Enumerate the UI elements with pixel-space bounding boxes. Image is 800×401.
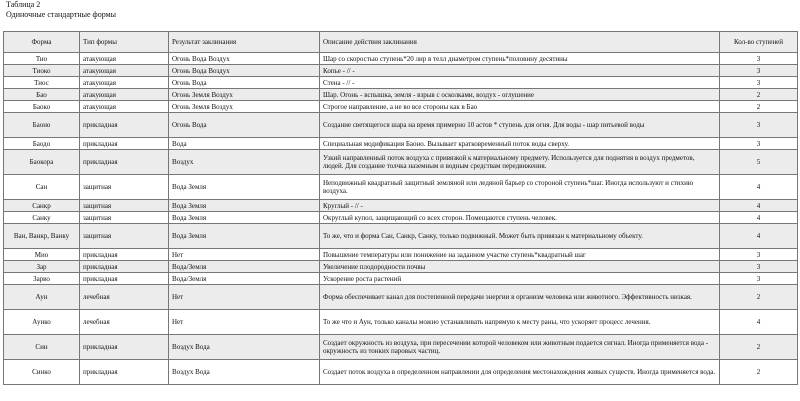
cell-description: Круглый - // - (320, 200, 720, 212)
cell-type: атакующая (80, 101, 169, 113)
cell-type: атакующая (80, 89, 169, 101)
cell-count: 3 (720, 261, 798, 273)
cell-result: Огонь Вода Воздух (169, 65, 320, 77)
cell-count: 3 (720, 65, 798, 77)
cell-description: Создает поток воздуха в определенном направлении для определения местонахождения живых существ. Иногда применяется вода. (320, 360, 720, 385)
table-caption (6, 0, 116, 19)
table-row (4, 53, 798, 65)
cell-count: 2 (720, 101, 798, 113)
cell-description: Копье - // - (320, 65, 720, 77)
cell-form: Баодо (4, 138, 80, 150)
header-form: Форма (4, 32, 80, 53)
cell-form: Тиос (4, 77, 80, 89)
cell-form: Ауико (4, 310, 80, 335)
cell-form: Син (4, 335, 80, 360)
cell-form: Тиоко (4, 65, 80, 77)
table-row (4, 138, 798, 150)
caption-title: Таблица 2 (6, 0, 41, 9)
table-row (4, 273, 798, 285)
cell-description: Округлый купол, защищающий со всех сторон. Помещаются ступень человек. (320, 212, 720, 224)
cell-description: Создает окружность из воздуха, при пересечении которой человеком или животным подается сигнал. Иногда применяется вода - окружность из тонких паровых частиц. (320, 335, 720, 360)
cell-form: Баоно (4, 113, 80, 138)
cell-type: прикладная (80, 273, 169, 285)
cell-result: Вода/Земля (169, 261, 320, 273)
cell-form: Сан (4, 175, 80, 200)
table-body (4, 53, 798, 385)
cell-count: 5 (720, 150, 798, 175)
cell-description: Шар. Огонь - вспышка, земля - взрыв с осколками, воздух - оглушение (320, 89, 720, 101)
header-result: Результат заклинания (169, 32, 320, 53)
cell-count: 4 (720, 175, 798, 200)
cell-type: защитная (80, 212, 169, 224)
cell-result: Воздух Вода (169, 335, 320, 360)
table-row (4, 200, 798, 212)
table-row (4, 261, 798, 273)
cell-result: Вода/Земля (169, 273, 320, 285)
cell-type: прикладная (80, 138, 169, 150)
cell-count: 4 (720, 200, 798, 212)
header-count: Кол-во ступеней (720, 32, 798, 53)
cell-type: защитная (80, 200, 169, 212)
header-type: Тип формы (80, 32, 169, 53)
cell-result: Воздух (169, 150, 320, 175)
cell-count: 3 (720, 77, 798, 89)
cell-type: прикладная (80, 150, 169, 175)
cell-result: Огонь Земля Воздух (169, 89, 320, 101)
table-row (4, 224, 798, 249)
cell-description: Строгое направление, а не во все стороны как в Бао (320, 101, 720, 113)
cell-type: прикладная (80, 113, 169, 138)
cell-description: Стена - // - (320, 77, 720, 89)
cell-form: Зарво (4, 273, 80, 285)
cell-type: атакующая (80, 65, 169, 77)
cell-count: 3 (720, 249, 798, 261)
cell-form: Санкр (4, 200, 80, 212)
cell-form: Бао (4, 89, 80, 101)
cell-result: Вода Земля (169, 200, 320, 212)
cell-form: Тио (4, 53, 80, 65)
cell-result: Нет (169, 285, 320, 310)
cell-count: 2 (720, 89, 798, 101)
cell-count: 4 (720, 224, 798, 249)
table-row (4, 249, 798, 261)
cell-form: Синко (4, 360, 80, 385)
table-row (4, 150, 798, 175)
caption-subtitle: Одиночные стандартные формы (6, 9, 117, 19)
cell-form: Аун (4, 285, 80, 310)
cell-result: Воздух Вода (169, 360, 320, 385)
cell-form: Санку (4, 212, 80, 224)
cell-type: атакующая (80, 53, 169, 65)
table-row (4, 89, 798, 101)
cell-type: атакующая (80, 77, 169, 89)
cell-form: Зар (4, 261, 80, 273)
cell-description: Шар со скоростью ступень*20 лир в телл диаметром ступень*половину десятины (320, 53, 720, 65)
cell-result: Нет (169, 310, 320, 335)
cell-count: 4 (720, 212, 798, 224)
cell-result: Огонь Вода (169, 113, 320, 138)
cell-count: 2 (720, 285, 798, 310)
cell-type: прикладная (80, 335, 169, 360)
table-header-row (4, 32, 798, 53)
cell-description: Форма обеспечивает канал для постепенной передачи энергии в организм человека или животного. Эффективность низкая. (320, 285, 720, 310)
table-row (4, 77, 798, 89)
cell-count: 4 (720, 310, 798, 335)
cell-type: лечебная (80, 285, 169, 310)
header-description: Описание действия заклинания (320, 32, 720, 53)
cell-result: Вода Земля (169, 175, 320, 200)
cell-description: То же что и Аун, только каналы можно устанавливать напрямую к месту раны, что ускоряет процесс лечения. (320, 310, 720, 335)
cell-result: Вода (169, 138, 320, 150)
cell-description: Повышение температуры или понижение на заданном участке ступень*квадратный шаг (320, 249, 720, 261)
cell-description: Узкий направленный поток воздуха с привязкой к материальному предмету. Используется для поднятия в воздух предметов, людей. Для создание толчка наземным и водным средствам передвижения. (320, 150, 720, 175)
cell-type: прикладная (80, 261, 169, 273)
cell-form: Мио (4, 249, 80, 261)
cell-result: Нет (169, 249, 320, 261)
cell-form: Баокора (4, 150, 80, 175)
cell-description: Ускорение роста растений (320, 273, 720, 285)
cell-type: лечебная (80, 310, 169, 335)
cell-count: 3 (720, 138, 798, 150)
cell-type: прикладная (80, 360, 169, 385)
spells-table (3, 31, 798, 385)
table-row (4, 175, 798, 200)
cell-description: Создание светящегося шара на время примерно 10 астов * ступень для огня. Для воды - шар питьевой воды (320, 113, 720, 138)
table-row (4, 113, 798, 138)
table-row (4, 310, 798, 335)
cell-count: 2 (720, 335, 798, 360)
cell-form: Баоко (4, 101, 80, 113)
table-row (4, 65, 798, 77)
table-row (4, 285, 798, 310)
cell-result: Вода Земля (169, 224, 320, 249)
table-row (4, 360, 798, 385)
table-row (4, 335, 798, 360)
cell-type: защитная (80, 175, 169, 200)
cell-form: Ван, Ванкр, Ванку (4, 224, 80, 249)
cell-count: 3 (720, 53, 798, 65)
table-row (4, 212, 798, 224)
cell-result: Огонь Вода (169, 77, 320, 89)
cell-type: защитная (80, 224, 169, 249)
cell-result: Огонь Вода Воздух (169, 53, 320, 65)
cell-result: Огонь Земля Воздух (169, 101, 320, 113)
cell-count: 2 (720, 360, 798, 385)
cell-type: прикладная (80, 249, 169, 261)
table-row (4, 101, 798, 113)
cell-description: Увеличение плодородности почвы (320, 261, 720, 273)
cell-result: Вода Земля (169, 212, 320, 224)
cell-description: Неподвижный квадратный защитный земляной или ледяной барьер со стороной ступень*шаг. Иногда используют и стихию воздуха. (320, 175, 720, 200)
cell-description: Специальная модификация Баоно. Вызывает кратковременный поток воды сверху. (320, 138, 720, 150)
cell-count: 3 (720, 273, 798, 285)
cell-description: То же, что и форма Сан, Санкр, Санку, только подвижный. Может быть привязан к материальному объекту. (320, 224, 720, 249)
cell-count: 3 (720, 113, 798, 138)
